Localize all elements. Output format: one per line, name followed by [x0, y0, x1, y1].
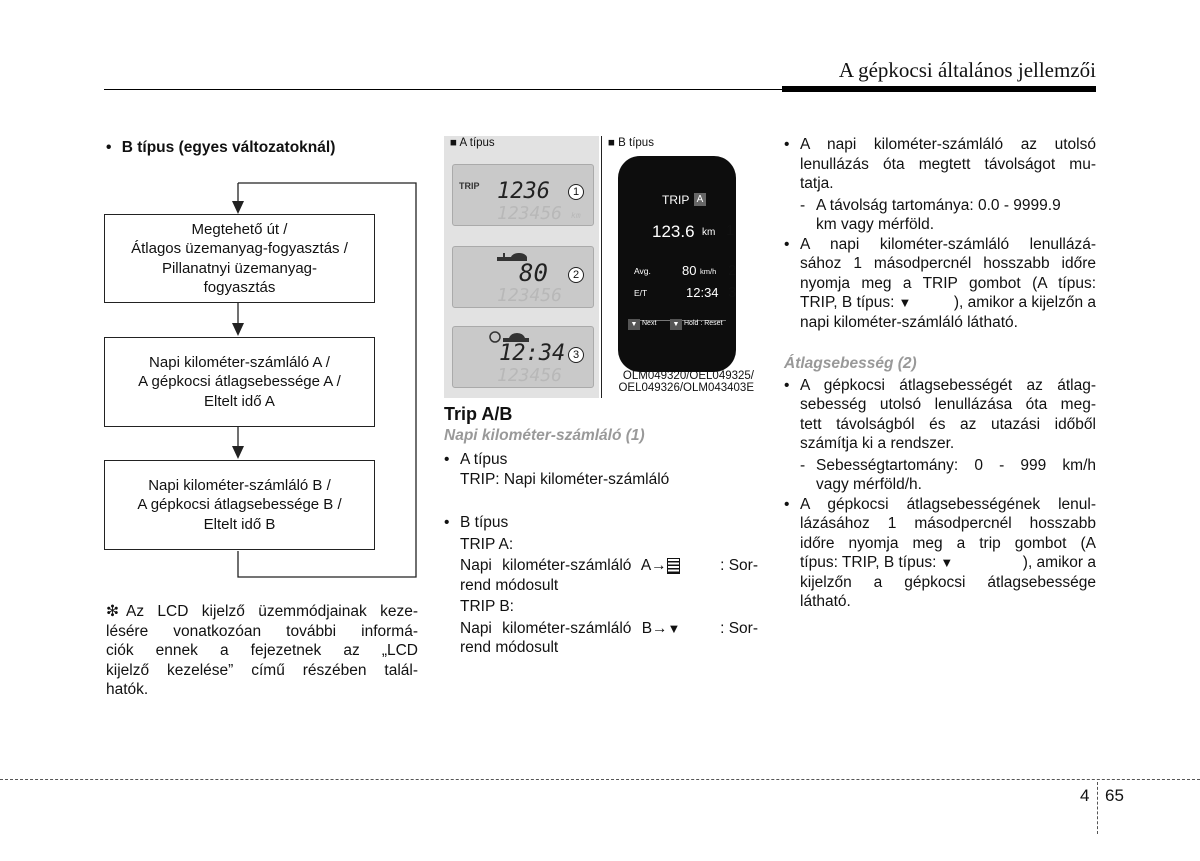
trip-a-label: TRIP A: [460, 535, 514, 553]
callout-a-1: 1 [568, 184, 584, 200]
p4-line-3: időre nyomja meg a trip gombot (A [800, 534, 1096, 552]
footer-vertical-dash [1097, 782, 1098, 834]
p3-sub-line-2: vagy mérföld/h. [816, 476, 922, 493]
cluster-et-value: 12:34 [686, 285, 719, 300]
para-3 [784, 376, 1096, 454]
flow-box-2 [104, 337, 375, 427]
bullet: • [444, 451, 450, 468]
p2-line-1: A napi kilométer-számláló lenullázá- [800, 235, 1096, 253]
trip-b-line [444, 619, 758, 639]
callout-b-3: 3 [728, 284, 737, 301]
bullet: • [106, 139, 112, 156]
lcd-odo-3: 123456 [497, 365, 563, 386]
para-4 [784, 495, 1096, 612]
note-line-3: ciók ennek a fejezetnek az „LCD [106, 642, 418, 659]
p4-line-1: A gépkocsi átlagsebességének lenul- [800, 495, 1096, 513]
section-title-text: B típus (egyes változatoknál) [121, 139, 336, 156]
trip-a-text-3: rend módosult [460, 576, 559, 594]
header-rule-thick [782, 86, 1096, 92]
p4-line-4a: típus: TRIP, B típus: [800, 554, 937, 571]
lcd-note [106, 602, 418, 700]
left-section-title [106, 138, 335, 158]
figure-panel-b [601, 136, 757, 398]
note-mark-icon: ❇ [106, 603, 119, 620]
flow-box-1-line-3: Pillanatnyi üzemanyag- [161, 259, 318, 277]
p2-line-5: napi kilométer-számláló látható. [800, 313, 1018, 331]
arrow-head-2 [232, 323, 244, 336]
lcd-odo-2: 123456 [497, 285, 563, 306]
p1-sub-line-1: A távolság tartománya: 0.0 - 9999.9 [816, 196, 1061, 214]
bullet: • [784, 376, 790, 394]
p2-line-4b: ), amikor a kijelzőn a [953, 294, 1096, 311]
dash: - [800, 196, 806, 214]
p3-line-3: tett távolságból és az utazási időből [800, 415, 1096, 433]
page-header-title: A gépkocsi általános jellemzői [838, 58, 1096, 82]
footer-dashed-rule [0, 779, 1200, 780]
cluster-distance: 123.6 [652, 222, 695, 241]
flow-box-1-line-1: Megtehető út / [191, 220, 288, 238]
cluster-hold-label: Hold : Reset [684, 320, 723, 327]
down-triangle-icon: ▼ [940, 555, 954, 570]
arrow-head-1 [232, 201, 244, 214]
dash: - [800, 456, 806, 474]
p2-line-4a: TRIP, B típus: [800, 294, 895, 311]
flow-box-3-line-3: Eltelt idő B [203, 515, 276, 533]
a-type-label: A típus [460, 451, 508, 468]
cluster-trip-letter: A [694, 193, 706, 206]
p4-line-4 [800, 553, 1096, 573]
cluster-next-label: Next [642, 320, 657, 327]
caption-line-1: OLM049320/OEL049325/ [622, 370, 754, 382]
trip-b-text-2: : Sor- [720, 619, 758, 637]
page-number: 65 [1105, 786, 1124, 805]
note-line-5: hatók. [106, 681, 149, 698]
p1-line-2: lenullázás óta megtett távolságot mu- [800, 155, 1096, 173]
lcd-value-3: 12:34 [499, 341, 566, 366]
bullet: • [784, 235, 790, 253]
document-list-icon [667, 558, 680, 574]
para-3-sub [784, 456, 1096, 495]
callout-b-2: 2 [728, 262, 737, 279]
note-line-4: kijelző kezelése” című részében talál- [106, 661, 418, 679]
cluster-avg-label: Avg. [634, 266, 651, 276]
cluster-avg-unit: km/h [700, 267, 717, 276]
caption-line-2: OEL049326/OLM043403E [618, 382, 754, 394]
figure-caption [618, 370, 754, 394]
panel-a-label-text: A típus [459, 137, 495, 149]
b-type-label: B típus [460, 514, 509, 531]
flow-box-3-line-1: Napi kilométer-számláló B / [148, 476, 331, 494]
trip-b-label: TRIP B: [460, 598, 514, 615]
note-line-1: Az LCD kijelző üzemmódjainak keze- [126, 603, 418, 620]
p2-line-3: nyomja meg a TRIP gombot (A típus: [800, 274, 1096, 292]
panel-b-label-text: B típus [618, 137, 654, 149]
trip-subheading: Napi kilométer-számláló (1) [444, 427, 645, 444]
para-1 [784, 135, 1096, 194]
cluster-distance-unit: km [702, 227, 716, 238]
cluster-trip-label: TRIP [662, 193, 690, 207]
panel-a-label [450, 137, 495, 149]
lcd-odo-1: 123456 [497, 203, 563, 224]
cluster-avg-value: 80 [682, 263, 697, 278]
square-icon: ■ [608, 137, 615, 149]
p3-line-2: sebesség utolsó lenullázása óta meg- [800, 396, 1096, 413]
flow-box-2-line-1: Napi kilométer-számláló A / [149, 353, 330, 371]
section-number: 4 [1080, 786, 1090, 805]
p4-line-2: lázásához 1 másodpercnél hosszabb [800, 515, 1096, 532]
cluster-hold-triangle-icon: ▼ [670, 319, 682, 330]
flow-box-1-line-2: Átlagos üzemanyag-fogyasztás / [131, 240, 348, 257]
lcd-trip-label: TRIP [459, 181, 480, 191]
arrow-head-3 [232, 446, 244, 459]
a-trip-text: TRIP: Napi kilométer-számláló [460, 470, 670, 488]
flow-box-2-line-3: Eltelt idő A [204, 392, 275, 410]
p2-line-2: sához 1 másodpercnél hosszabb időre [800, 255, 1096, 272]
down-triangle-icon: ▼ [667, 620, 681, 636]
panel-b-label [608, 137, 654, 149]
callout-a-3: 3 [568, 347, 584, 363]
cluster-et-label: E/T [634, 288, 648, 298]
trip-a-line [444, 556, 758, 576]
callout-a-2: 2 [568, 267, 584, 283]
flow-box-1-line-4: fogyasztás [203, 279, 276, 296]
lcd-unit-1: km [571, 211, 581, 220]
right-column [784, 135, 1096, 612]
p1-sub-line-2: km vagy mérföld. [816, 216, 935, 233]
p3-line-1: A gépkocsi átlagsebességét az átlag- [800, 376, 1096, 394]
lcd-value-2: 80 [519, 259, 548, 287]
note-line-2: lésére vonatkozóan további informá- [106, 622, 418, 640]
trip-body [444, 450, 758, 658]
trip-a-text-2: : Sor- [720, 557, 758, 574]
flow-box-2-line-2: A gépkocsi átlagsebessége A / [138, 373, 341, 391]
callout-b-1: 1 [726, 222, 735, 239]
figure-panel-a [444, 136, 599, 398]
bullet: • [444, 514, 450, 531]
p1-line-3: tatja. [800, 175, 834, 192]
p2-line-4 [800, 293, 1096, 313]
trip-b-text-3: rend módosult [460, 639, 559, 656]
p4-line-5: kijelzőn a gépkocsi átlagsebessége [800, 573, 1096, 591]
trip-heading: Trip A/B [444, 404, 513, 424]
trip-b-text-1: Napi kilométer-számláló B→ [460, 619, 668, 637]
bullet: • [784, 495, 790, 513]
cluster-display [618, 156, 736, 372]
p1-line-1: A napi kilométer-számláló az utolsó [800, 136, 1096, 153]
flow-box-3-line-2: A gépkocsi átlagsebessége B / [137, 496, 342, 514]
bullet: • [784, 136, 790, 153]
p4-line-6: látható. [800, 593, 851, 610]
cluster-next-triangle-icon: ▼ [628, 319, 640, 330]
para-1-sub [784, 196, 1096, 235]
flow-box-1 [104, 214, 375, 303]
avg-speed-heading: Átlagsebesség (2) [784, 355, 917, 372]
para-2 [784, 235, 1096, 333]
square-icon: ■ [450, 137, 457, 149]
down-triangle-icon: ▼ [898, 295, 912, 310]
flow-box-3 [104, 460, 375, 550]
lcd-value-1: 1236 [497, 179, 550, 204]
p3-line-4: számítja ki a rendszer. [800, 435, 955, 452]
trip-a-text-1: Napi kilométer-számláló A→ [460, 557, 667, 574]
p3-sub-line-1: Sebességtartomány: 0 - 999 km/h [816, 456, 1096, 474]
p4-line-4b: ), amikor a [1022, 554, 1096, 571]
